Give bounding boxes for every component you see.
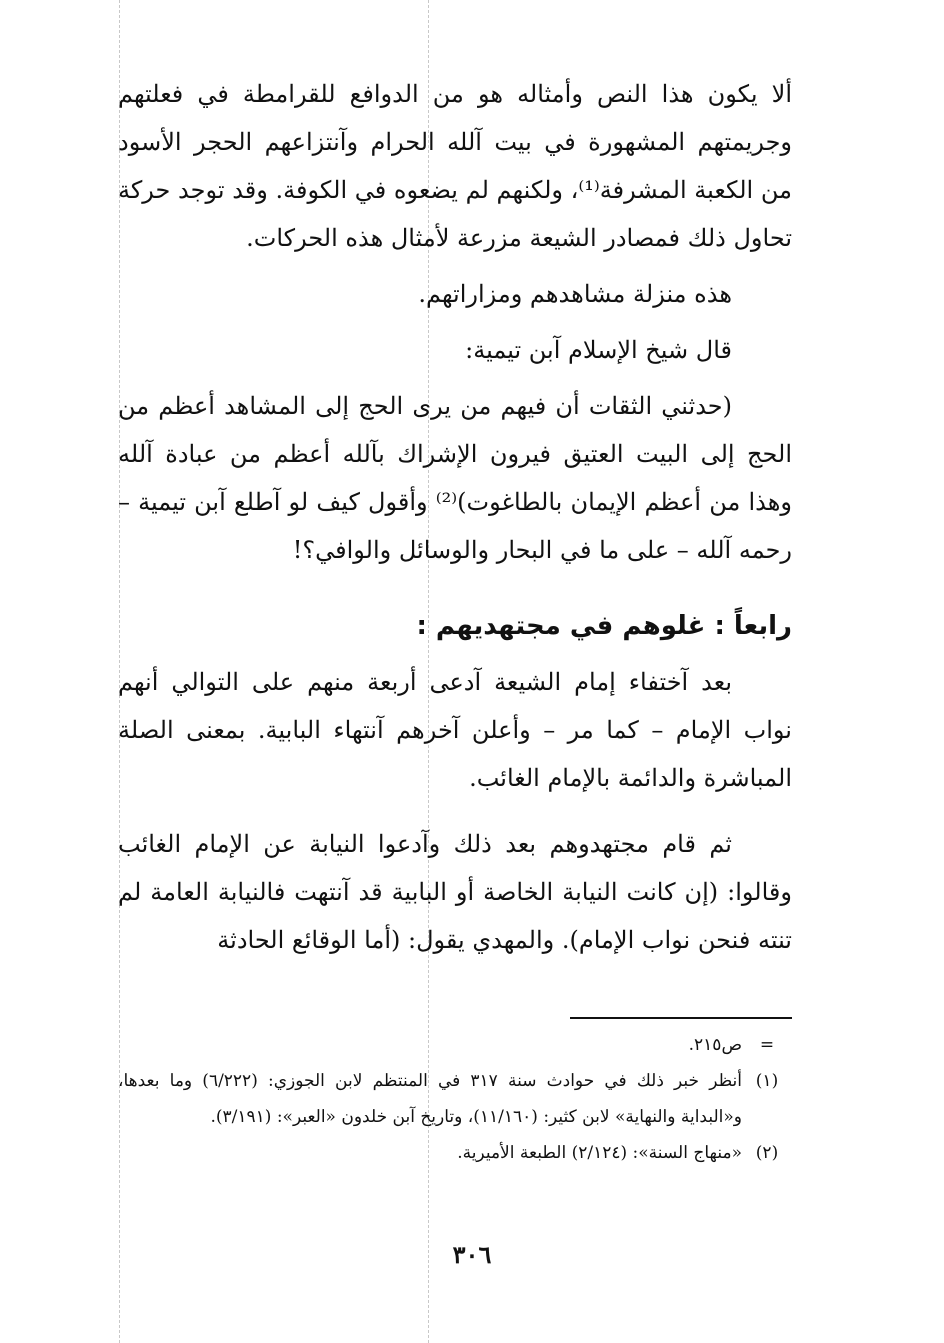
section-heading: رابعاً : غلوهم في مجتهديهم : [416,611,792,641]
footnote-text: «منهاج السنة»: (٢/١٢٤) الطبعة الأميرية. [457,1143,742,1163]
footnote [118,1135,792,1171]
footnote-mark: = [759,1035,775,1055]
paragraph: ثم قام مجتهدوهم بعد ذلك وآدعوا النيابة عن الإمام الغائب وقالوا: (إن كانت النيابة الخاصة أو البابية قد آنتهت فالنيابة العامة لم تنته فنحن نواب الإمام). والمهدي يقول: (أما الوقائع الحادثة [118,830,792,954]
footnote [118,1027,792,1063]
footnotes [118,1027,792,1171]
footnote-mark: (١) [755,1071,779,1091]
footnote-text: ص٢١٥. [688,1035,742,1055]
footnote-separator [570,1017,792,1019]
paragraph: هذه منزلة مشاهدهم ومزاراتهم. [418,280,732,308]
page-number: ٣٠٦ [452,1240,492,1269]
paragraph: ألا يكون هذا النص وأمثاله هو من الدوافع للقرامطة في فعلتهم وجريمتهم المشهورة في بيت آلله الحرام وآنتزاعهم الحجر الأسود من الكعبة المشرفة⁽¹⁾، ولكنهم لم يضعوه في الكوفة. وقد توجد حركة تحاول ذلك فمصادر الشيعة مزرعة لأمثال هذه الحركات. [118,80,793,252]
footnote [118,1063,792,1135]
main-text [118,70,792,964]
paragraph: بعد آختفاء إمام الشيعة آدعى أربعة منهم على التوالي أنهم نواب الإمام – كما مر – وأعلن آخرهم آنتهاء البابية. بمعنى الصلة المباشرة والدائمة بالإمام الغائب. [118,668,792,792]
quote-paragraph: (حدثني الثقات أن فيهم من يرى الحج إلى المشاهد أعظم من الحج إلى البيت العتيق فيرون الإشراك بآلله أعظم من عبادة آلله وهذا من أعظم الإيمان بالطاغوت)⁽²⁾ وأقول كيف لو آطلع آبن تيمية – رحمه آلله – على ما في البحار والوسائل والوافي؟! [118,392,792,564]
paragraph: قال شيخ الإسلام آبن تيمية: [465,336,732,364]
footnote-text: أنظر خبر ذلك في حوادث سنة ٣١٧ في المنتظم لابن الجوزي: (٦/٢٢٢) وما بعدها، و«البداية والنهاية» لابن كثير: (١١/١٦٠)، وتاريخ آبن خلدون «العبر»: (٣/١٩١). [118,1071,742,1127]
footnote-mark: (٢) [755,1143,779,1163]
